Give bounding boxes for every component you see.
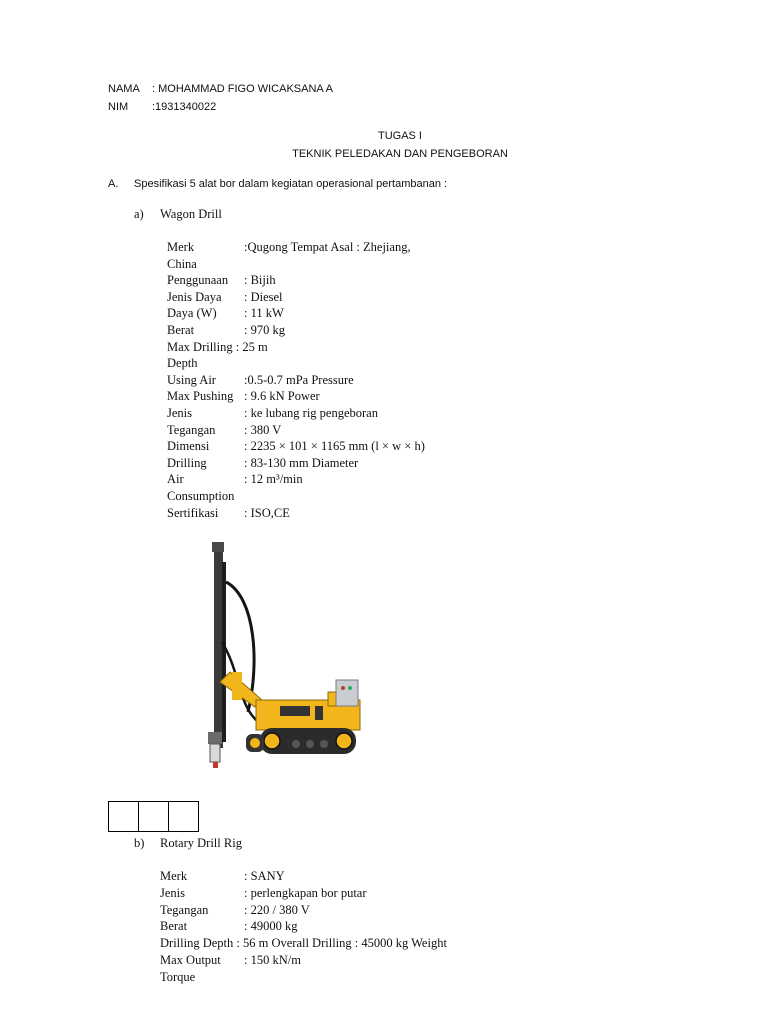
spec-value: : 12 m³/min (244, 472, 303, 487)
spec-key: Torque (160, 969, 196, 984)
title-line-2: TEKNIK PELEDAKAN DAN PENGEBORAN (292, 148, 508, 160)
spec-value: : 380 V (244, 422, 282, 437)
spec-value: : SANY (244, 869, 285, 883)
spec-key: Using Air (167, 372, 216, 387)
table-cell (139, 802, 169, 832)
spec-key: Max Drilling : 25 m (167, 339, 268, 354)
spec-key: Berat (167, 323, 195, 337)
spec-key: Berat (160, 919, 188, 934)
spec-key: Dimensi (167, 439, 210, 454)
spec-value: : ISO,CE (244, 505, 290, 520)
spec-value: : perlengkapan bor putar (244, 885, 367, 900)
item-b-marker: b) (134, 836, 145, 850)
spec-value: : 83-130 mm Diameter (244, 455, 359, 470)
spec-key: Merk (160, 869, 188, 883)
spec-value: : 2235 × 101 × 1165 mm (l × w × h) (244, 439, 425, 454)
wagon-drill-image (160, 522, 400, 797)
wagon-drill-illustration (160, 522, 400, 797)
section-a-text: Spesifikasi 5 alat bor dalam kegiatan operasional pertambanan : (134, 178, 448, 190)
spec-value: : 150 kN/m (244, 953, 301, 967)
spec-key: Tegangan (160, 902, 209, 917)
table-cell (109, 802, 139, 832)
spec-key: Air (167, 472, 184, 487)
spec-value: :Qugong Tempat Asal : Zhejiang, (244, 240, 411, 254)
spec-key: Max Output (160, 953, 221, 967)
spec-key: Sertifikasi (167, 505, 219, 520)
name-value: : MOHAMMAD FIGO WICAKSANA A (152, 83, 333, 95)
name-label: NAMA (108, 83, 140, 95)
spec-value: : 970 kg (244, 323, 285, 337)
spec-key: Merk (167, 240, 195, 254)
spec-key: Penggunaan (167, 273, 229, 288)
spec-value: : Diesel (244, 289, 283, 304)
item-b-title: Rotary Drill Rig (160, 836, 242, 850)
spec-value: : 11 kW (244, 306, 284, 321)
spec-key: Jenis (167, 406, 192, 420)
nim-label: NIM (108, 101, 129, 113)
spec-key: Drilling Depth : 56 m Overall Drilling : 45000 kg Weight (160, 936, 447, 951)
spec-value: : 220 / 380 V (244, 902, 310, 917)
spec-key: Daya (W) (167, 306, 217, 321)
spec-key: Tegangan (167, 422, 216, 437)
spec-key: Depth (167, 356, 198, 371)
item-a-marker: a) (134, 207, 144, 221)
title-line-1: TUGAS I (377, 130, 422, 142)
spec-key: Drilling (167, 455, 207, 470)
spec-key: Max Pushing (167, 389, 234, 404)
item-a-title: Wagon Drill (160, 207, 222, 221)
nim-value: :1931340022 (152, 101, 217, 113)
table-cell (169, 802, 199, 832)
spec-value: :0.5-0.7 mPa Pressure (244, 372, 354, 387)
spec-value: : ke lubang rig pengeboran (244, 406, 378, 420)
spec-key: China (167, 256, 197, 271)
spec-value: : 49000 kg (244, 919, 298, 934)
spec-key: Jenis (160, 885, 185, 900)
spec-key: Consumption (167, 489, 235, 503)
embedded-table (108, 801, 199, 832)
section-a-marker: A. (108, 178, 119, 190)
spec-value: : 9.6 kN Power (244, 389, 320, 404)
spec-value: : Bijih (244, 273, 276, 288)
spec-key: Jenis Daya (167, 289, 222, 304)
